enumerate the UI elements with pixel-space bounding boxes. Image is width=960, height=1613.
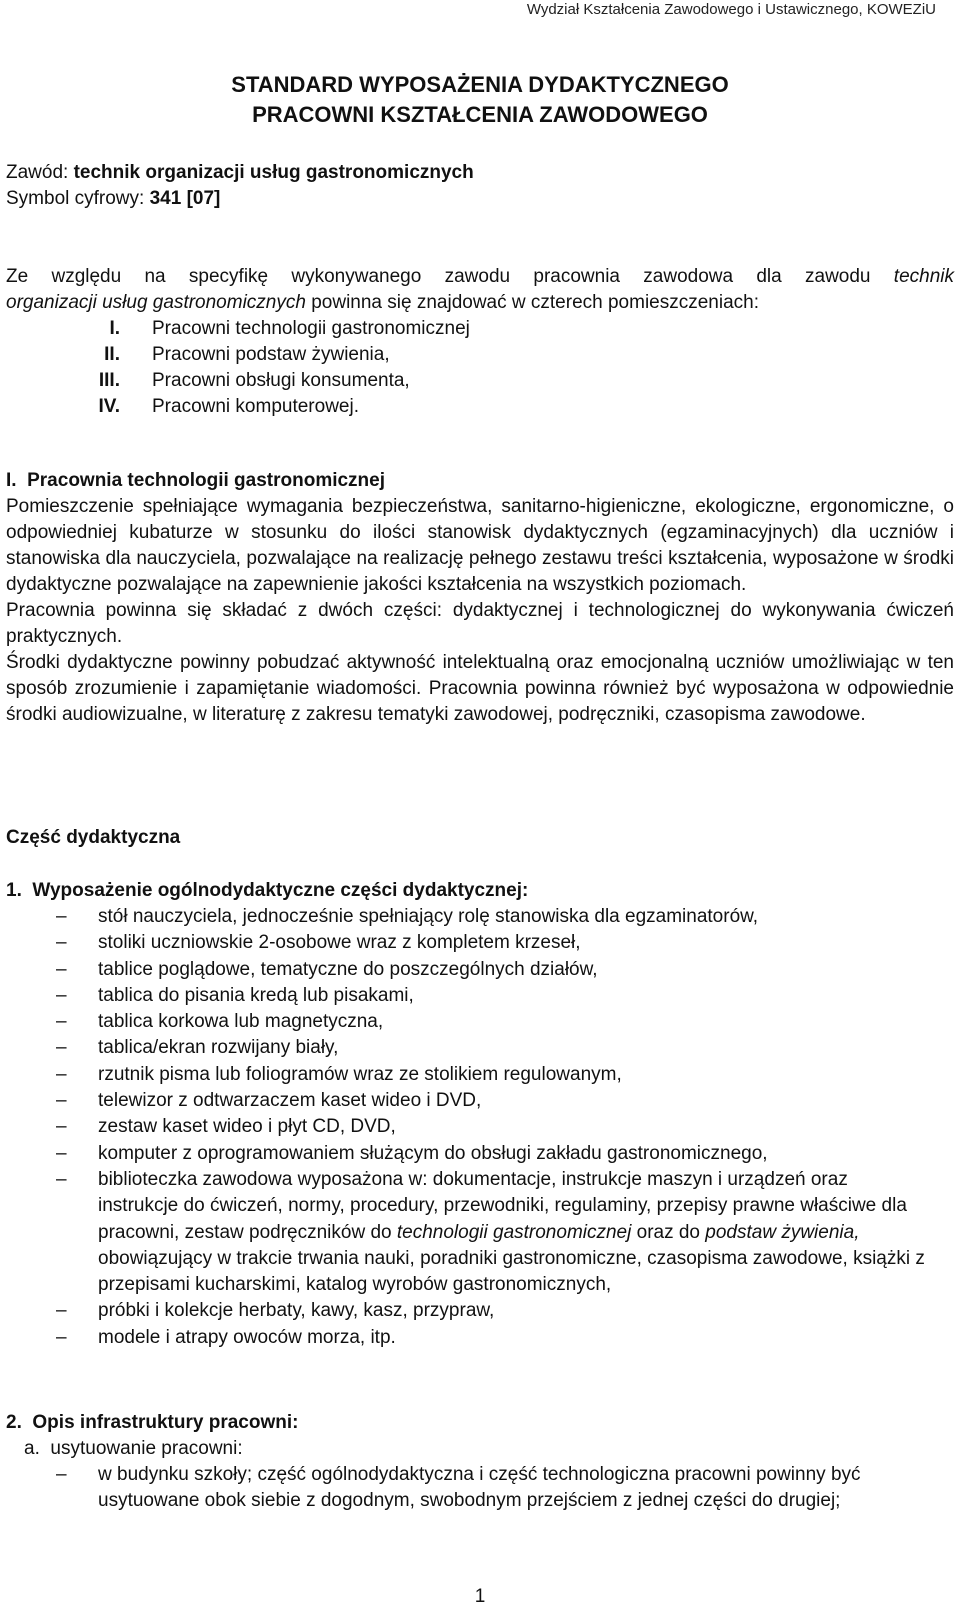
list-number: III. bbox=[98, 370, 120, 391]
dash-bullet: – bbox=[56, 906, 67, 927]
dash-bullet: – bbox=[56, 1464, 67, 1485]
section-paragraph-1: Pomieszczenie spełniające wymagania bezpieczeństwa, sanitarno-higieniczne, ekologiczne, ergonomiczne, o odpowiedniej kubaturze w stosunku do ilości stanowisk dydaktycznych (egzaminacyjnych) dla uczniów i stanowiska dla nauczyciela, pozwalające na realizację pełnego zestawu treści kształcenia, wyposażone w środki dydaktyczne pozwalające na zapewnienie jakości kształcenia na wszystkich poziomach. bbox=[6, 496, 954, 595]
profession-meta bbox=[6, 160, 954, 212]
list-item bbox=[0, 1062, 940, 1088]
list2-heading: 2. Opis infrastruktury pracowni: bbox=[6, 1412, 299, 1433]
list-text: modele i atrapy owoców morza, itp. bbox=[98, 1326, 396, 1348]
dash-bullet: – bbox=[56, 1168, 67, 1190]
intro-text-b: powinna się znajdować w czterech pomieszczeniach: bbox=[305, 292, 759, 313]
list-text: rzutnik pisma lub foliogramów wraz ze stolikiem regulowanym, bbox=[98, 1063, 622, 1085]
intro-em-1: technik bbox=[893, 266, 954, 287]
dash-bullet: – bbox=[56, 1300, 67, 1322]
page-header: Wydział Kształcenia Zawodowego i Ustawicznego, KOWEZiU bbox=[526, 1, 936, 18]
list2-sub-a: a. usytuowanie pracowni: bbox=[24, 1438, 243, 1459]
list-item bbox=[0, 1325, 940, 1351]
library-em-1: technologii gastronomicznej bbox=[396, 1221, 632, 1243]
title-line-2: PRACOWNI KSZTAŁCENIA ZAWODOWEGO bbox=[252, 102, 708, 127]
list-number: I. bbox=[109, 318, 120, 339]
dash-bullet: – bbox=[56, 984, 67, 1006]
equipment-list bbox=[0, 904, 940, 1351]
list-text: telewizor z odtwarzaczem kaset wideo i DVD, bbox=[98, 1090, 482, 1112]
library-em-2: podstaw żywienia, bbox=[705, 1221, 860, 1243]
list-item bbox=[0, 904, 940, 930]
list-item bbox=[0, 1114, 940, 1140]
czesc-heading: Część dydaktyczna bbox=[6, 827, 181, 848]
document-title bbox=[0, 70, 960, 130]
list-text: zestaw kaset wideo i płyt CD, DVD, bbox=[98, 1116, 396, 1138]
list-text: stół nauczyciela, jednocześnie spełniający rolę stanowiska dla egzaminatorów, bbox=[98, 906, 759, 927]
dash-bullet: – bbox=[56, 1142, 67, 1164]
library-text-c: obowiązujący w trakcie trwania nauki, poradniki gastronomiczne, czasopisma zawodowe, książki z przepisami kucharskimi, katalog wyrobów gastronomicznych, bbox=[98, 1247, 925, 1296]
library-text-b: oraz do bbox=[631, 1221, 706, 1243]
profession-value: technik organizacji usług gastronomicznych bbox=[73, 162, 474, 183]
intro-em-2: organizacji usług gastronomicznych bbox=[6, 292, 306, 313]
list-item bbox=[0, 1088, 940, 1114]
list-text: próbki i kolekcje herbaty, kawy, kasz, przypraw, bbox=[98, 1300, 495, 1322]
list-text: Pracowni technologii gastronomicznej bbox=[152, 318, 470, 339]
intro-text-a: Ze względu na specyfikę wykonywanego zawodu pracownia zawodowa dla zawodu bbox=[6, 266, 894, 287]
list-text: tablice poglądowe, tematyczne do poszczególnych działów, bbox=[98, 958, 598, 980]
list-item bbox=[0, 1009, 940, 1035]
list-text: tablica korkowa lub magnetyczna, bbox=[98, 1011, 384, 1033]
dash-bullet: – bbox=[56, 1326, 67, 1348]
list-item-library bbox=[0, 1167, 940, 1298]
list-item bbox=[0, 1141, 940, 1167]
dash-bullet: – bbox=[56, 1011, 67, 1033]
list-item bbox=[0, 1298, 940, 1324]
list-item bbox=[0, 983, 940, 1009]
list-text: komputer z oprogramowaniem służącym do obsługi zakładu gastronomicznego, bbox=[98, 1142, 768, 1164]
list-number: II. bbox=[104, 344, 120, 365]
list-text: tablica/ekran rozwijany biały, bbox=[98, 1037, 339, 1059]
symbol-line bbox=[6, 186, 954, 212]
list-text: Pracowni komputerowej. bbox=[152, 396, 359, 417]
symbol-value: 341 [07] bbox=[149, 188, 221, 209]
list-item bbox=[0, 1035, 940, 1061]
title-line-1: STANDARD WYPOSAŻENIA DYDAKTYCZNEGO bbox=[231, 72, 729, 97]
list-item bbox=[0, 1462, 940, 1515]
intro-line-2 bbox=[6, 290, 954, 316]
list-text: stoliki uczniowskie 2-osobowe wraz z kompletem krzeseł, bbox=[98, 932, 581, 954]
intro-paragraph bbox=[6, 264, 954, 316]
dash-bullet: – bbox=[56, 1116, 67, 1138]
dash-bullet: – bbox=[56, 932, 67, 954]
section-heading: I. Pracownia technologii gastronomicznej bbox=[6, 470, 386, 491]
section-paragraph-3: Środki dydaktyczne powinny pobudzać aktywność intelektualną oraz emocjonalną uczniów umożliwiając w ten sposób zrozumienie i zapamiętanie wiadomości. Pracownia powinna również być wyposażona w odpowiednie środki audiowizualne, w literaturę z zakresu tematyki zawodowej, podręczniki, czasopisma zawodowe. bbox=[6, 652, 954, 725]
dash-bullet: – bbox=[56, 1090, 67, 1112]
list-text: Pracowni obsługi konsumenta, bbox=[152, 370, 410, 391]
page-number: 1 bbox=[474, 1586, 486, 1607]
list1-heading: 1. Wyposażenie ogólnodydaktyczne części dydaktycznej: bbox=[6, 880, 529, 901]
section-1 bbox=[6, 468, 954, 728]
profession-label: Zawód: bbox=[6, 162, 74, 183]
dash-bullet: – bbox=[56, 958, 67, 980]
list-text: w budynku szkoły; część ogólnodydaktyczna i część technologiczna pracowni powinny być usytuowane obok siebie z dogodnym, swobodnym przejściem z jednej części do drugiej; bbox=[98, 1464, 861, 1512]
library-text-a: biblioteczka zawodowa wyposażona w: dokumentacje, instrukcje maszyn i urządzeń oraz instrukcje do ćwiczeń, normy, procedury, przewodniki, regulaminy, przepisy prawne właściwe dla pracowni, zestaw podręczników do bbox=[98, 1168, 907, 1243]
profession-line bbox=[6, 160, 954, 186]
dash-bullet: – bbox=[56, 1037, 67, 1059]
list-item bbox=[0, 957, 940, 983]
list-text: Pracowni podstaw żywienia, bbox=[152, 344, 390, 365]
section-paragraph-2: Pracownia powinna się składać z dwóch części: dydaktycznej i technologicznej do wykonywania ćwiczeń praktycznych. bbox=[6, 600, 954, 647]
infrastructure-list bbox=[0, 1462, 940, 1515]
list-item bbox=[0, 930, 940, 956]
list-text: tablica do pisania kredą lub pisakami, bbox=[98, 984, 414, 1006]
symbol-label: Symbol cyfrowy: bbox=[6, 188, 150, 209]
list-number: IV. bbox=[98, 396, 120, 417]
dash-bullet: – bbox=[56, 1063, 67, 1085]
intro-line-1 bbox=[6, 264, 954, 290]
